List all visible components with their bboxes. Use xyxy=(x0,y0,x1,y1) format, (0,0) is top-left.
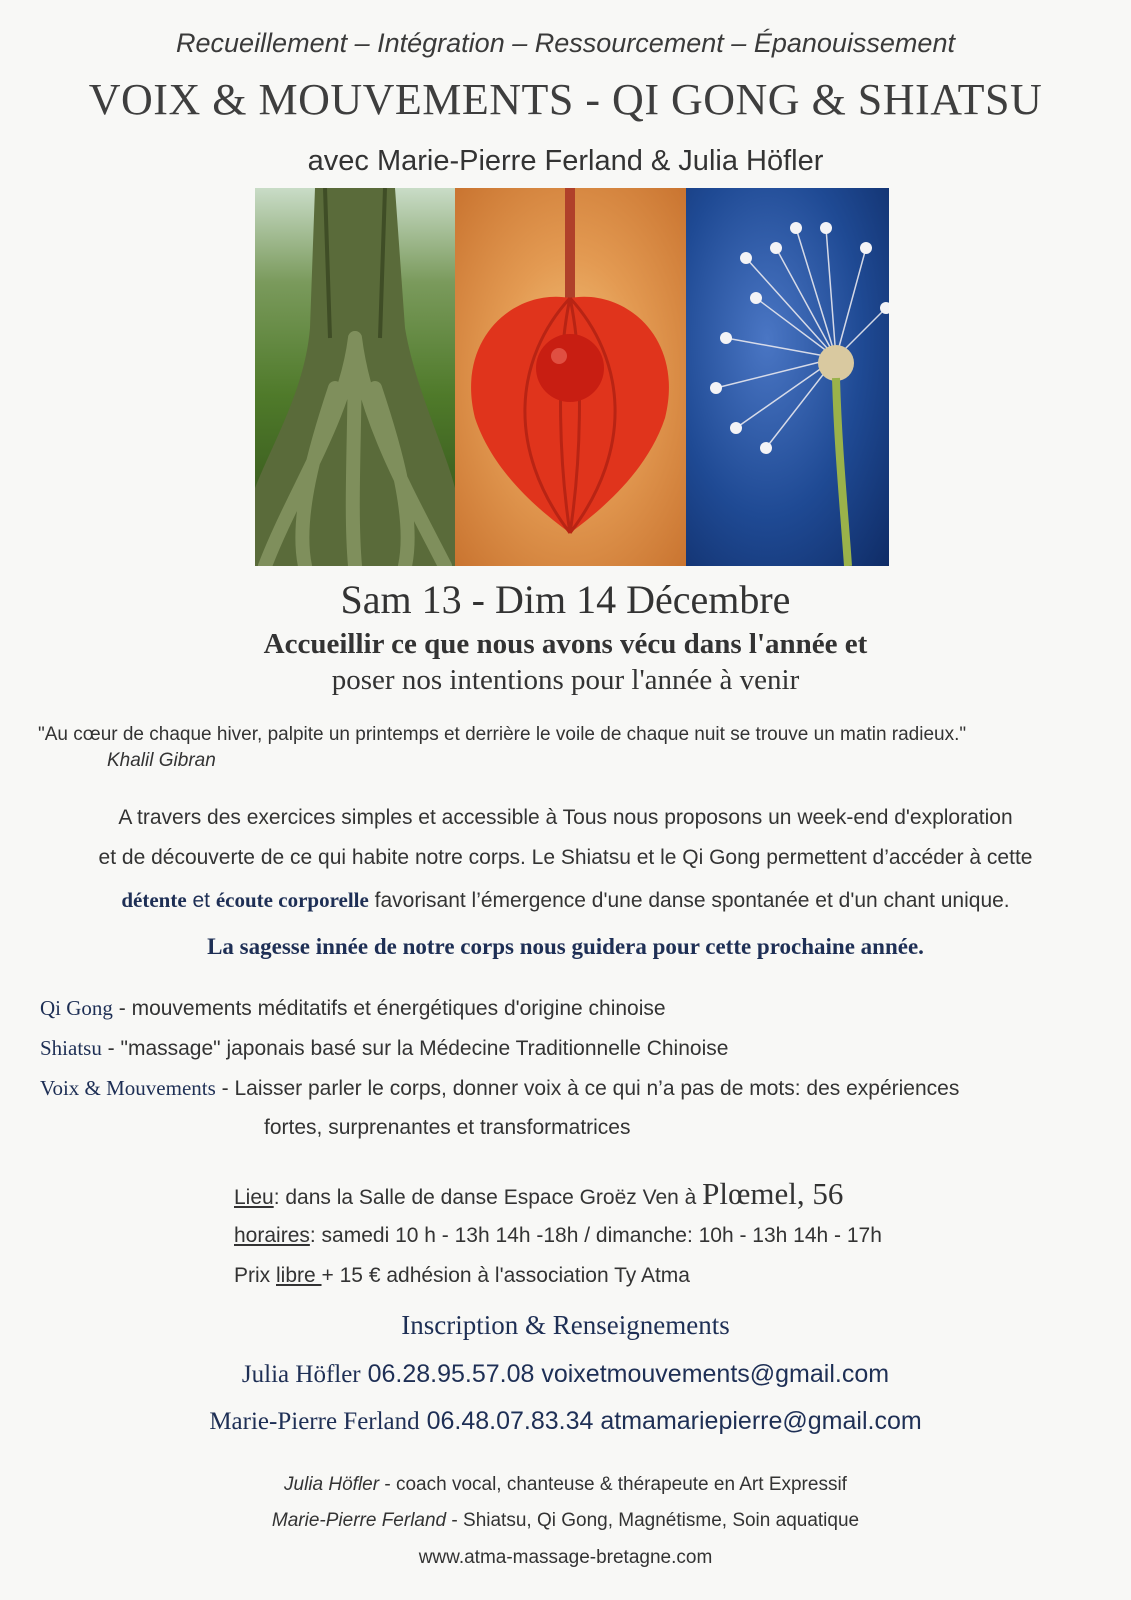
contact-details[interactable]: 06.48.07.83.34 atmamariepierre@gmail.com xyxy=(419,1407,922,1435)
tree-roots-photo xyxy=(255,188,455,566)
prix-text: + 15 € adhésion à l'association Ty Atma xyxy=(321,1264,690,1287)
description-line-1: A travers des exercices simples et accessible à Tous nous proposons un week-end d'exploration xyxy=(118,806,1013,829)
practice-term: Voix & Mouvements xyxy=(40,1076,216,1100)
presenters-line: avec Marie-Pierre Ferland & Julia Höfler xyxy=(307,145,824,177)
website-link[interactable]: www.atma-massage-bretagne.com xyxy=(418,1547,713,1568)
info-prix xyxy=(234,1264,690,1288)
bio-julia xyxy=(0,1474,1131,1496)
bio-text: - Shiatsu, Qi Gong, Magnétisme, Soin aquatique xyxy=(446,1510,860,1531)
highlight-sentence: La sagesse innée de notre corps nous guidera pour cette prochaine année. xyxy=(207,934,924,959)
lieu-city: Plœmel, 56 xyxy=(702,1176,844,1211)
info-horaires xyxy=(234,1224,882,1248)
description-line-2: et de découverte de ce qui habite notre corps. Le Shiatsu et le Qi Gong permettent d’accéder à cette xyxy=(98,846,1033,869)
practice-desc: - Laisser parler le corps, donner voix à ce qui n’a pas de mots: des expériences xyxy=(215,1077,960,1100)
physalis-photo xyxy=(455,188,686,566)
practice-voix xyxy=(40,1076,959,1101)
practice-voix-continued: fortes, surprenantes et transformatrices xyxy=(264,1116,631,1139)
contact-details[interactable]: 06.28.95.57.08 voixetmouvements@gmail.com xyxy=(360,1360,890,1388)
term-ecoute: écoute corporelle xyxy=(215,888,369,912)
term-detente: détente xyxy=(121,888,187,912)
event-dates: Sam 13 - Dim 14 Décembre xyxy=(340,577,791,622)
conjunction-et: et xyxy=(186,889,216,912)
prix-label: libre xyxy=(276,1264,322,1287)
practice-qigong xyxy=(40,996,666,1021)
tagline: Recueillement – Intégration – Ressourcement – Épanouissement xyxy=(176,28,955,58)
horaires-label: horaires xyxy=(234,1224,310,1247)
contact-name: Julia Höfler xyxy=(241,1361,361,1388)
practice-shiatsu xyxy=(40,1036,728,1061)
bio-name: Marie-Pierre Ferland xyxy=(271,1510,447,1531)
quote-author: Khalil Gibran xyxy=(107,750,216,771)
bio-name: Julia Höfler xyxy=(284,1474,380,1495)
dandelion-photo xyxy=(686,188,889,566)
intent-line-1: Accueillir ce que nous avons vécu dans l'année et xyxy=(263,628,868,660)
contact-julia[interactable] xyxy=(0,1360,1131,1389)
practice-term: Shiatsu xyxy=(40,1036,102,1060)
prix-prefix: Prix xyxy=(234,1264,276,1287)
quote-text: "Au cœur de chaque hiver, palpite un printemps et derrière le voile de chaque nuit se trouve un matin radieux." xyxy=(38,724,967,745)
lieu-label: Lieu xyxy=(234,1186,274,1209)
bio-marie-pierre xyxy=(0,1510,1131,1532)
practice-desc: - "massage" japonais basé sur la Médecine Traditionnelle Chinoise xyxy=(101,1037,729,1060)
horaires-text: : samedi 10 h - 13h 14h -18h / dimanche: 10h - 13h 14h - 17h xyxy=(309,1224,882,1247)
lieu-text: : dans la Salle de danse Espace Groëz Ven à xyxy=(273,1186,703,1209)
intent-line-2: poser nos intentions pour l'année à venir xyxy=(331,664,800,696)
info-lieu xyxy=(234,1176,843,1212)
photo-triptych xyxy=(255,188,889,566)
description-line-3 xyxy=(0,888,1131,913)
description-line-3-rest: favorisant l’émergence d'une danse spontanée et d'un chant unique. xyxy=(368,889,1010,912)
page-title: VOIX & MOUVEMENTS - QI GONG & SHIATSU xyxy=(88,75,1043,124)
contact-marie-pierre[interactable] xyxy=(0,1407,1131,1436)
practice-term: Qi Gong xyxy=(40,996,113,1020)
practice-desc: - mouvements méditatifs et énergétiques d'origine chinoise xyxy=(112,997,666,1020)
contact-name: Marie-Pierre Ferland xyxy=(209,1408,420,1435)
bio-text: - coach vocal, chanteuse & thérapeute en Art Expressif xyxy=(379,1474,847,1495)
inscription-heading: Inscription & Renseignements xyxy=(401,1310,730,1340)
